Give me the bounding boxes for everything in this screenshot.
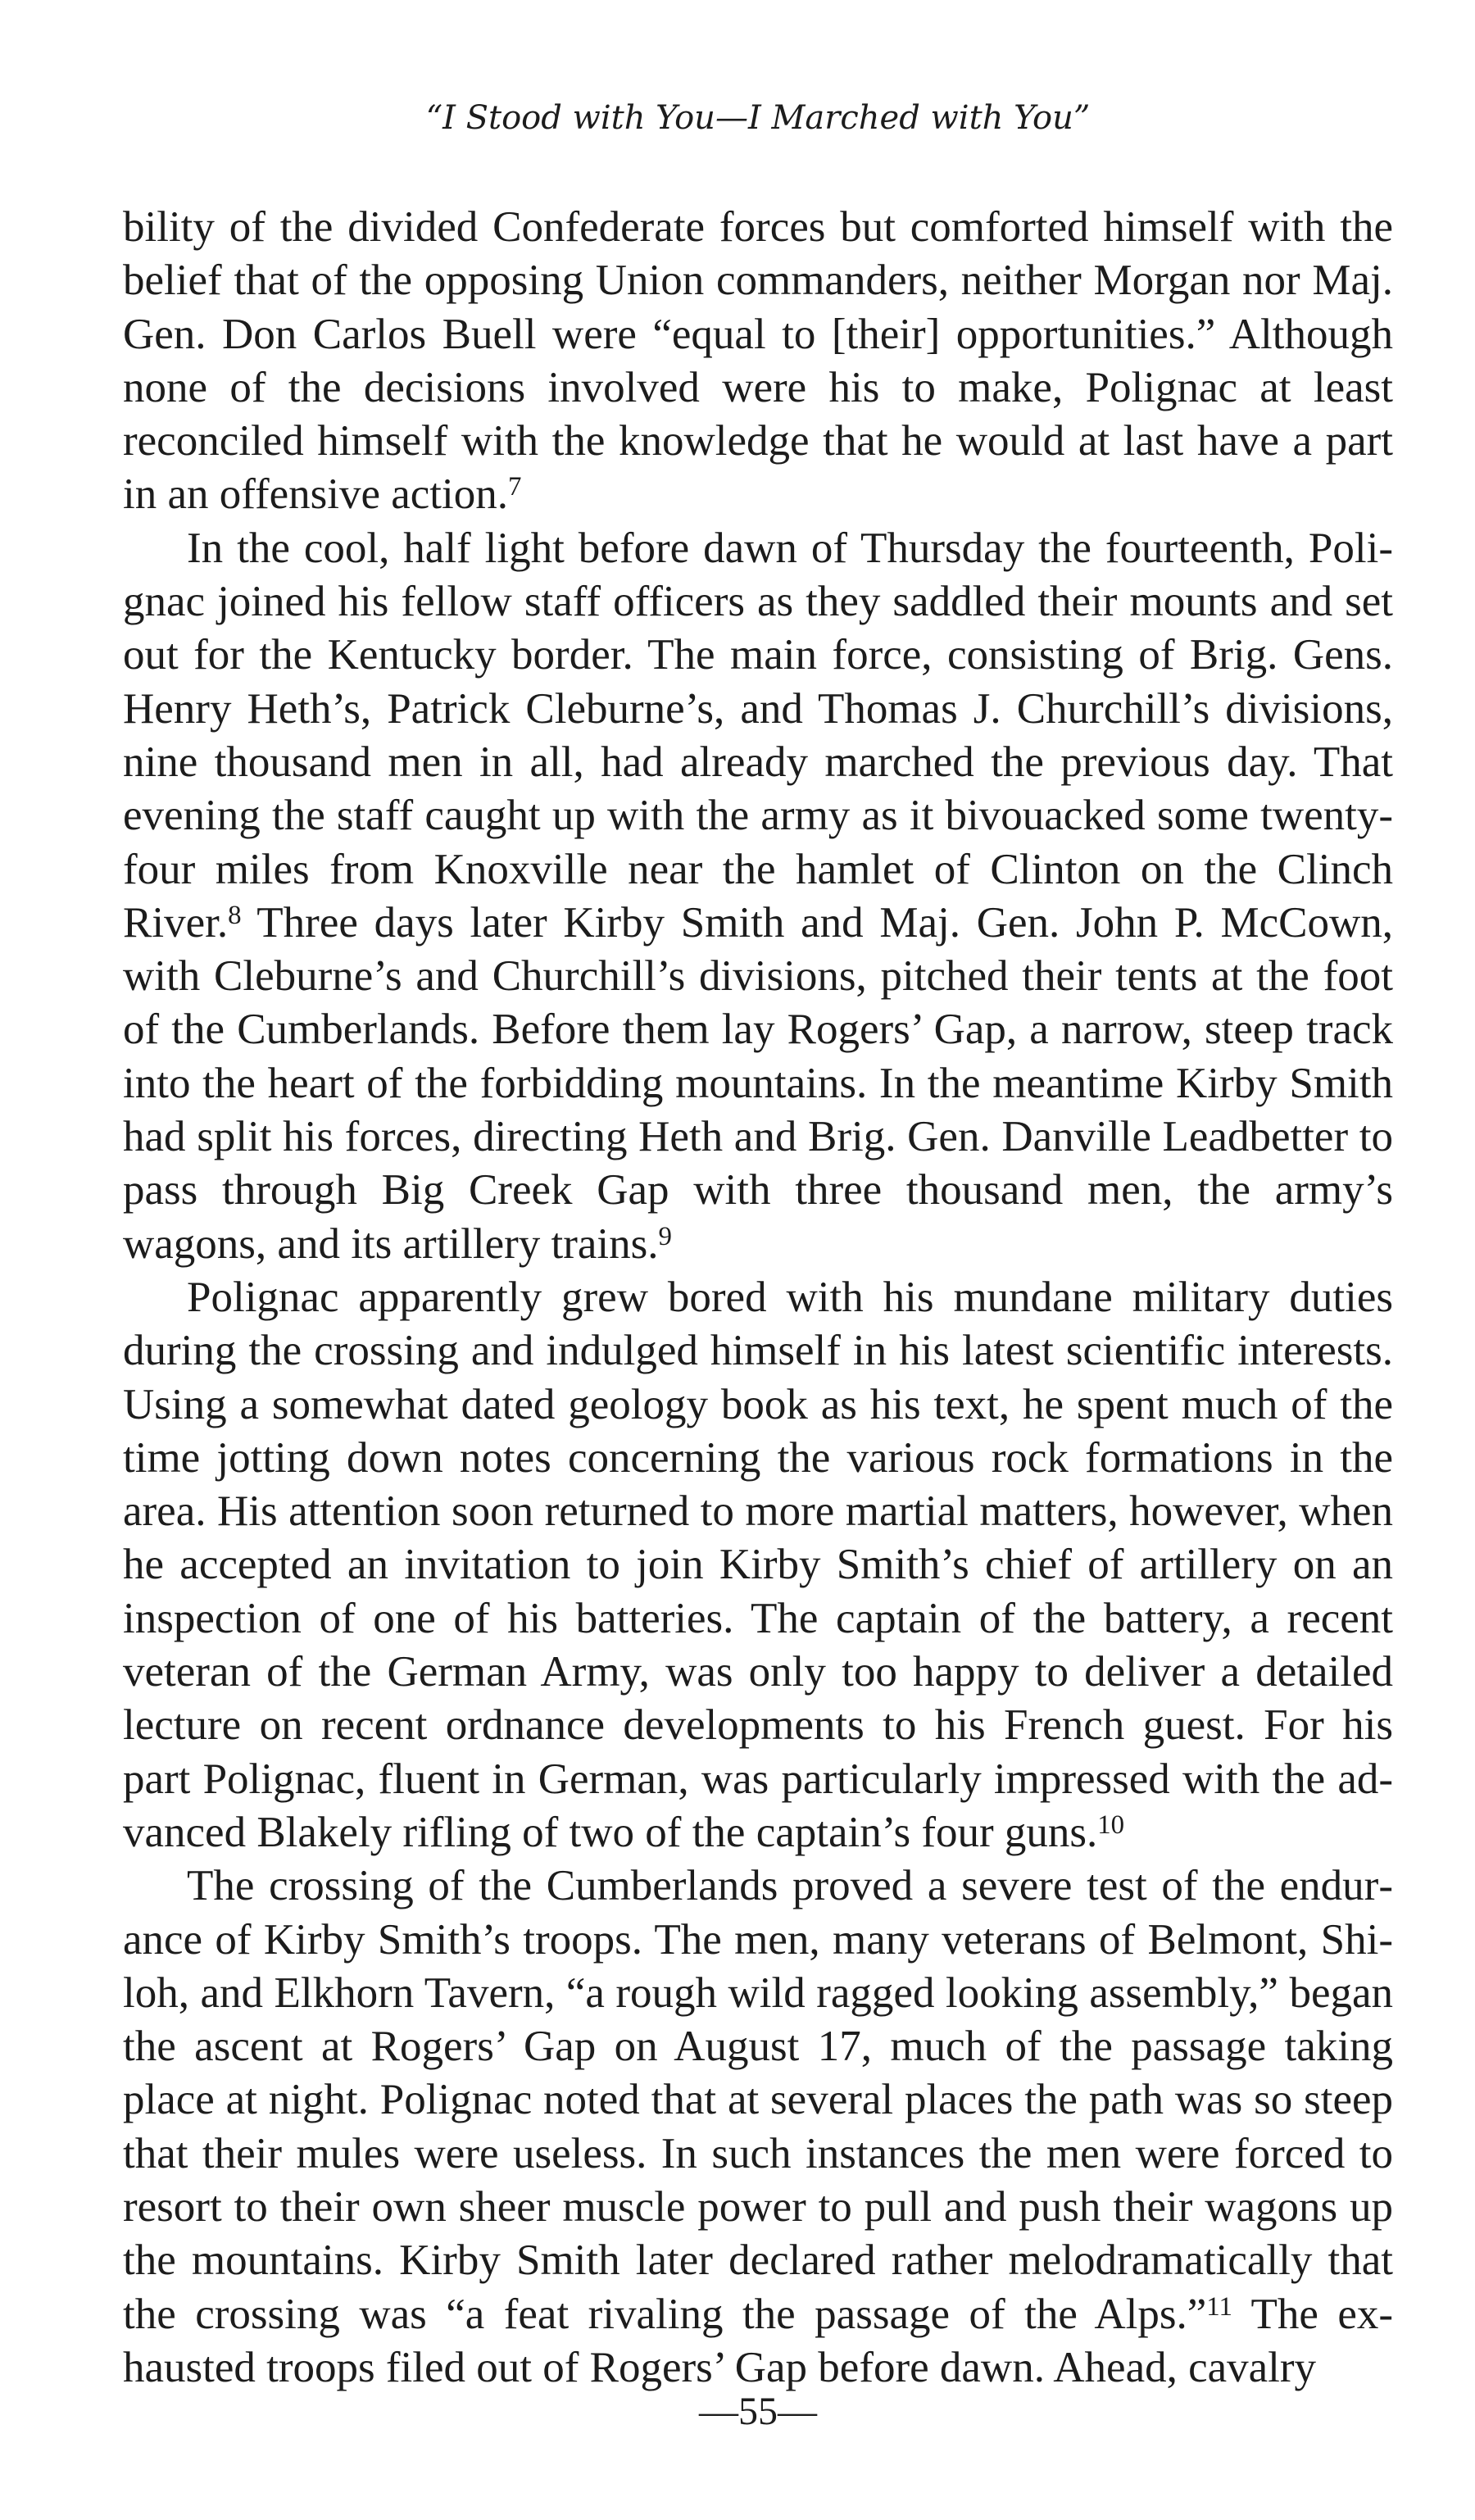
paragraph-3: [123, 1271, 1393, 1859]
body-text: [123, 201, 1393, 2395]
footnote-marker: 9: [658, 1221, 672, 1251]
footnote-marker: 7: [508, 472, 522, 502]
page-number: —55—: [699, 2390, 817, 2433]
footnote-marker: 10: [1097, 1810, 1125, 1841]
paragraph-text: The exhausted troops filed out of Rogers’ Gap before dawn. Ahead, cavalry: [123, 2290, 1393, 2391]
paragraph-text: Three days later Kirby Smith and Maj. Gen. John P. McCown, with Cleburne’s and Churchill’s divisions, pitched their tents at the foot of the Cumberlands. Before them lay Rogers’ Gap, a narrow, steep track into the heart of the forbidding mountains. In the meantime Kirby Smith had split his forces, directing Heth and Brig. Gen. Danville Leadbetter to pass through Big Creek Gap with three thousand men, the army’s wagons, and its artillery trains.: [123, 898, 1393, 1268]
paragraph-2: [123, 522, 1393, 1271]
footnote-marker: 11: [1206, 2291, 1232, 2322]
paragraph-text: The crossing of the Cumberlands proved a severe test of the endurance of Kirby Smith’s troops. The men, many veterans of Belmont, Shiloh, and Elkhorn Tavern, “a rough wild ragged looking assembly,” began the ascent at Rogers’ Gap on August 17, much of the passage taking place at night. Polignac noted that at several places the path was so steep that their mules were useless. In such instances the men were forced to resort to their own sheer muscle power to pull and push their wagons up the mountains. Kirby Smith later declared rather melodramatically that the crossing was “a feat rivaling the passage of the Alps.”: [123, 1862, 1393, 2338]
paragraph-text: bility of the divided Confederate forces but comforted himself with the belief that of the opposing Union commanders, neither Morgan nor Maj. Gen. Don Carlos Buell were “equal to [their] opportunities.” Although none of the decisions involved were his to make, Polignac at least reconciled himself with the knowledge that he would at last have a part in an offensive action.: [123, 203, 1393, 519]
paragraph-text: In the cool, half light before dawn of Thursday the fourteenth, Polignac joined his fellow staff officers as they saddled their mounts and set out for the Kentucky border. The main force, consisting of Brig. Gens. Henry Heth’s, Patrick Cleburne’s, and Thomas J. Churchill’s divisions, nine thousand men in all, had already marched the previous day. That evening the staff caught up with the army as it bivouacked some twenty-four miles from Knoxville near the hamlet of Clinton on the Clinch River.: [123, 524, 1393, 947]
footnote-marker: 8: [228, 901, 242, 931]
paragraph-4: [123, 1859, 1393, 2395]
paragraph-text: Polignac apparently grew bored with his mundane military duties during the crossing and indulged himself in his latest scientific interests. Using a somewhat dated geology book as his text, he spent much of the time jotting down notes concerning the various rock formations in the area. His attention soon returned to more martial matters, however, when he accepted an invitation to join Kirby Smith’s chief of artillery on an inspection of one of his batteries. The captain of the battery, a recent veteran of the German Army, was only too happy to deliver a detailed lecture on recent ordnance developments to his French guest. For his part Polignac, fluent in German, was particularly impressed with the advanced Blakely rifling of two of the captain’s four guns.: [123, 1273, 1393, 1856]
paragraph-1: [123, 201, 1393, 522]
running-head: “I Stood with You—I Marched with You”: [425, 99, 1091, 137]
